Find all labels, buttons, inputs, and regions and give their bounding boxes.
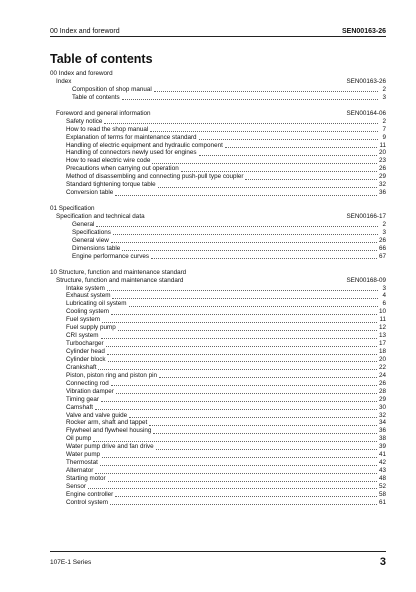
toc-dot-leader [122, 246, 377, 251]
toc-entry-page: 3 [382, 284, 386, 292]
toc-entry-label: Control system [66, 498, 108, 506]
toc-entry [50, 435, 386, 443]
toc-dot-leader [102, 453, 377, 458]
toc-entry [50, 427, 386, 435]
toc-entry-label: Camshaft [66, 403, 93, 411]
toc-entry-page: 23 [378, 157, 386, 165]
toc-spacer [147, 215, 345, 220]
toc-entry-page: 34 [378, 419, 386, 427]
toc-dot-leader [108, 477, 377, 482]
toc-entry-label: Conversion table [66, 189, 114, 197]
toc-entry [50, 356, 386, 364]
toc-dot-leader [107, 350, 377, 355]
toc-entry-page: 12 [378, 324, 386, 332]
toc-entry [50, 253, 386, 261]
toc-dot-leader [106, 342, 377, 347]
toc-dot-leader [154, 87, 378, 92]
toc-dot-leader [110, 500, 377, 505]
toc-entry-page: 2 [382, 85, 386, 93]
toc-entry [50, 300, 386, 308]
toc-dot-leader [150, 127, 378, 132]
toc-entry-label: Valve and valve guide [66, 411, 128, 419]
toc-dot-leader [158, 183, 377, 188]
toc-dot-leader [100, 461, 377, 466]
toc-entry [50, 372, 386, 380]
toc-entry [50, 388, 386, 396]
toc-entry-page: 66 [378, 244, 386, 252]
toc-entry [50, 118, 386, 126]
toc-section-title: 10 Structure, function and maintenance standard [50, 268, 187, 276]
toc-dot-leader [129, 302, 378, 307]
toc-dot-leader [98, 365, 377, 370]
toc-entry-page: 36 [378, 189, 386, 197]
toc-entry [50, 483, 386, 491]
toc-entry-label: Engine performance curves [72, 252, 150, 260]
toc-entry-page: 67 [378, 252, 386, 260]
toc-dot-leader [181, 167, 377, 172]
toc-entry [50, 134, 386, 142]
toc-entry [50, 419, 386, 427]
toc-entry-label: How to read the shop manual [66, 125, 149, 133]
toc-entry-label: Safety notice [66, 117, 103, 125]
toc-entry-label: Engine controller [66, 490, 114, 498]
toc-entry-label: Cooling system [66, 308, 110, 316]
toc-entry [50, 396, 386, 404]
toc-entry-label: Method of disassembling and connecting push-pull type coupler [66, 173, 244, 181]
toc-entry [50, 189, 386, 197]
toc-entry-label: Water pump [66, 451, 101, 459]
page-footer [50, 556, 386, 570]
toc-chapter-code: SEN00166-17 [346, 213, 386, 221]
header-rule [50, 36, 386, 37]
toc-dot-leader [151, 254, 377, 259]
toc-chapter-row [50, 213, 386, 221]
toc-entry-page: 32 [378, 181, 386, 189]
toc-entry-label: Handling of connectors newly used for engines [66, 149, 197, 157]
toc-entry-label: Vibration damper [66, 387, 114, 395]
toc-entry [50, 308, 386, 316]
toc-entry-label: Piston, piston ring and piston pin [66, 371, 158, 379]
toc-entry-page: 20 [378, 355, 386, 363]
toc-entry [50, 451, 386, 459]
toc-entry [50, 491, 386, 499]
toc-entry-page: 11 [379, 316, 386, 324]
toc-entry-label: Oil pump [66, 435, 92, 443]
toc-entry [50, 157, 386, 165]
toc-entry-page: 2 [382, 220, 386, 228]
toc-entry [50, 285, 386, 293]
footer-series: 107E-1 Series [50, 559, 92, 566]
toc-entry-label: Precautions when carrying out operation [66, 165, 179, 173]
toc-dot-leader [107, 286, 378, 291]
toc-entry [50, 126, 386, 134]
toc-entry [50, 475, 386, 483]
toc-entry-page: 17 [378, 340, 386, 348]
toc-entry-page: 10 [378, 308, 386, 316]
toc-dot-leader [199, 151, 377, 156]
toc-entry-page: 58 [378, 490, 386, 498]
toc-chapter-code: SEN00163-26 [346, 77, 386, 85]
toc-chapter-row [50, 110, 386, 118]
toc-entry [50, 173, 386, 181]
toc-entry-label: Crankshaft [66, 363, 97, 371]
toc-entry-page: 9 [382, 133, 386, 141]
toc-dot-leader [108, 357, 377, 362]
toc-entry-page: 43 [378, 467, 386, 475]
toc-dot-leader [111, 310, 377, 315]
toc-dot-leader [159, 373, 377, 378]
toc-chapter-label: Index [56, 77, 72, 85]
toc-entry-label: General [72, 220, 95, 228]
toc-entry [50, 348, 386, 356]
toc-entry-page: 52 [378, 482, 386, 490]
toc-entry-label: Timing gear [66, 395, 100, 403]
toc-entry [50, 340, 386, 348]
toc-entry-label: Alternator [66, 467, 94, 475]
toc-dot-leader [199, 135, 378, 140]
toc-entry [50, 86, 386, 94]
toc-entry-label: Starting motor [66, 475, 106, 483]
toc-entry [50, 443, 386, 451]
toc-chapter-label: Foreword and general information [56, 109, 151, 117]
toc-entry-label: Water pump drive and fan drive [66, 443, 154, 451]
toc-entry [50, 292, 386, 300]
group-gap [50, 102, 386, 110]
section-gap [50, 197, 386, 205]
toc-entry-label: Thermostat [66, 459, 98, 467]
toc-entry [50, 364, 386, 372]
toc-entry-page: 26 [378, 236, 386, 244]
toc-spacer [73, 79, 344, 84]
toc-entry [50, 467, 386, 475]
toc-entry [50, 324, 386, 332]
toc-entry-label: Turbocharger [66, 340, 104, 348]
toc-dot-leader [156, 445, 377, 450]
toc-entry [50, 404, 386, 412]
toc-entry-page: 29 [378, 395, 386, 403]
toc-entry-page: 20 [378, 149, 386, 157]
toc-entry-page: 32 [378, 411, 386, 419]
toc-chapter-row [50, 78, 386, 86]
toc-chapter-code: SEN00164-06 [346, 109, 386, 117]
toc-entry-label: CRI system [66, 332, 99, 340]
toc-entry-page: 36 [378, 427, 386, 435]
toc-dot-leader [149, 421, 377, 426]
toc-entry-page: 7 [382, 125, 386, 133]
toc-dot-leader [93, 437, 377, 442]
toc-dot-leader [225, 143, 378, 148]
toc-entry [50, 316, 386, 324]
toc-entry-page: 6 [382, 300, 386, 308]
toc-dot-leader [112, 294, 378, 299]
toc-dot-leader [152, 159, 377, 164]
toc-dot-leader [95, 405, 377, 410]
toc-chapter-code: SEN00168-09 [346, 276, 386, 284]
toc-entry-page: 41 [378, 451, 386, 459]
toc-entry-page: 3 [382, 228, 386, 236]
toc-chapter-label: Specification and technical data [56, 213, 145, 221]
toc-entry-page: 26 [378, 379, 386, 387]
toc-dot-leader [111, 381, 377, 386]
toc-chapter-label: Structure, function and maintenance standard [56, 276, 184, 284]
toc-dot-leader [104, 119, 378, 124]
toc-entry [50, 245, 386, 253]
toc-dot-leader [102, 318, 378, 323]
toc-entry [50, 229, 386, 237]
toc-entry-page: 18 [378, 348, 386, 356]
toc-entry [50, 412, 386, 420]
toc-entry-label: Intake system [66, 284, 105, 292]
toc-section-title: 01 Specification [50, 205, 95, 213]
toc-entry-label: General view [72, 236, 109, 244]
toc-entry-label: Cylinder block [66, 355, 106, 363]
toc-spacer [185, 278, 344, 283]
header-code: SEN00163-26 [342, 28, 386, 35]
toc-entry-page: 22 [378, 363, 386, 371]
toc-entry [50, 332, 386, 340]
toc-entry-page: 4 [382, 292, 386, 300]
toc-entry-page: 2 [382, 117, 386, 125]
toc-entry-label: Flywheel and flywheel housing [66, 427, 152, 435]
toc-entry [50, 499, 386, 507]
toc-entry-label: Fuel system [66, 316, 100, 324]
toc-chapter-row [50, 277, 386, 285]
toc-entry-label: Table of contents [72, 93, 120, 101]
toc-entry-label: How to read electric wire code [66, 157, 151, 165]
toc-entry [50, 459, 386, 467]
toc-entry-page: 13 [378, 332, 386, 340]
toc-entry-page: 42 [378, 459, 386, 467]
toc-section-title: 00 Index and foreword [50, 70, 113, 77]
toc-entry-label: Standard tightening torque table [66, 181, 156, 189]
toc-entry-label: Handling of electric equipment and hydraulic component [66, 141, 223, 149]
toc-entry-page: 48 [378, 475, 386, 483]
toc-dot-leader [116, 389, 377, 394]
toc-entry [50, 142, 386, 150]
toc-entry-label: Lubricating oil system [66, 300, 127, 308]
toc-entry-page: 28 [378, 387, 386, 395]
toc-entry-page: 39 [378, 443, 386, 451]
page-title: Table of contents [50, 52, 153, 66]
toc-entry [50, 165, 386, 173]
toc-entry [50, 237, 386, 245]
toc-entry [50, 181, 386, 189]
toc-entry-label: Sensor [66, 482, 86, 490]
toc-dot-leader [118, 326, 377, 331]
toc-dot-leader [101, 397, 377, 402]
toc-dot-leader [95, 469, 377, 474]
toc-dot-leader [153, 429, 377, 434]
toc-dot-leader [115, 191, 377, 196]
toc-entry-label: Dimensions table [72, 244, 121, 252]
toc-entry-page: 61 [378, 498, 386, 506]
toc-dot-leader [88, 484, 377, 489]
toc-entry [50, 94, 386, 102]
toc-dot-leader [111, 238, 377, 243]
section-gap [50, 261, 386, 269]
toc-entry [50, 149, 386, 157]
toc-entry-page: 11 [379, 141, 386, 149]
toc-entry-label: Cylinder head [66, 348, 105, 356]
page-number: 3 [379, 556, 386, 568]
header-section: 00 Index and foreword [50, 28, 120, 35]
toc-entry-label: Specifications [72, 228, 111, 236]
toc-entry-label: Rocker arm, shaft and tappet [66, 419, 148, 427]
toc-dot-leader [245, 175, 377, 180]
toc-entry-page: 30 [378, 403, 386, 411]
toc-entry-label: Fuel supply pump [66, 324, 116, 332]
toc-dot-leader [113, 230, 378, 235]
toc-entry-page: 29 [378, 173, 386, 181]
toc-dot-leader [129, 413, 377, 418]
toc-dot-leader [101, 334, 377, 339]
toc-entry-label: Exhaust system [66, 292, 111, 300]
toc-entry-page: 3 [382, 93, 386, 101]
toc-entry-page: 38 [378, 435, 386, 443]
toc-dot-leader [115, 492, 377, 497]
toc-entry [50, 221, 386, 229]
toc-spacer [153, 111, 345, 116]
footer-rule [50, 551, 386, 552]
toc-entry-page: 26 [378, 165, 386, 173]
toc-entry-label: Explanation of terms for maintenance standard [66, 133, 197, 141]
toc-dot-leader [96, 222, 378, 227]
toc-dot-leader [122, 95, 378, 100]
toc-entry-label: Composition of shop manual [72, 85, 152, 93]
toc-entry-label: Connecting rod [66, 379, 109, 387]
toc-entry-page: 24 [378, 371, 386, 379]
toc-entry [50, 380, 386, 388]
table-of-contents [50, 70, 386, 507]
